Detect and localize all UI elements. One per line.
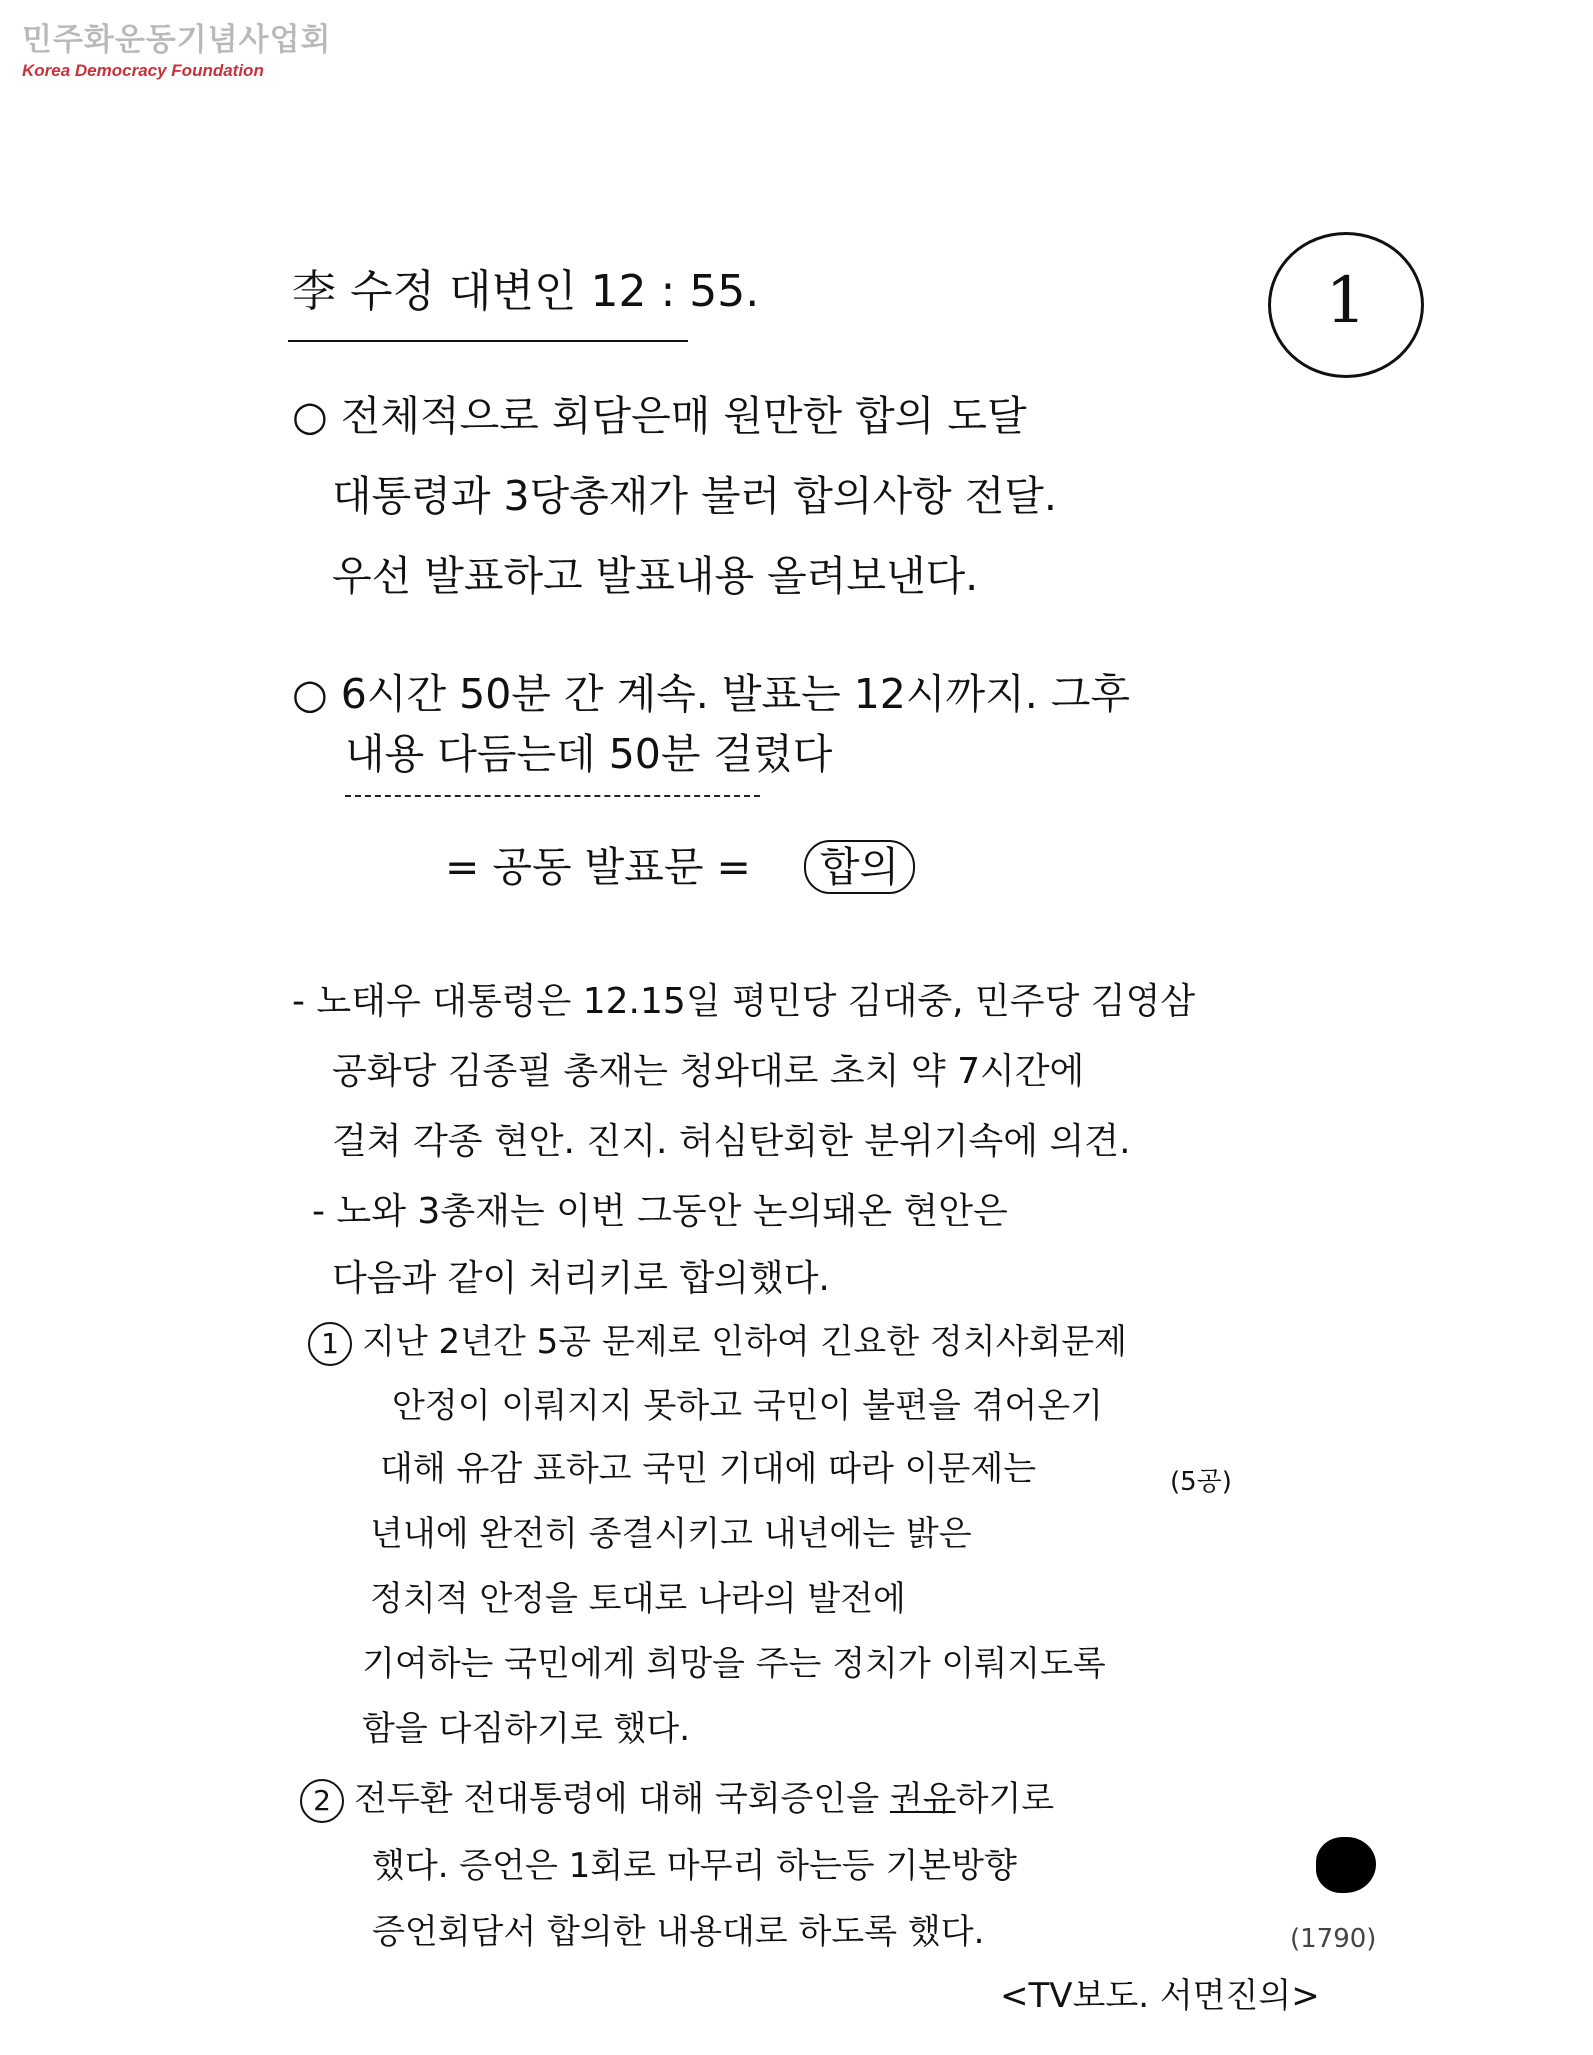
header-underline xyxy=(288,340,688,342)
item1-line3: 대해 유감 표하고 국민 기대에 따라 이문제는 xyxy=(380,1449,1037,1489)
item1-line7: 함을 다짐하기로 했다. xyxy=(362,1709,691,1749)
para1-line3: 우선 발표하고 발표내용 올려보낸다. xyxy=(332,552,979,600)
item2-margin-note: (1790) xyxy=(1290,1924,1377,1954)
para1-line2: 대통령과 3당총재가 불러 합의사항 전달. xyxy=(332,472,1057,520)
item1-line1-text: 지난 2년간 5공 문제로 인하여 긴요한 정치사회문제 xyxy=(362,1322,1127,1362)
item1-number: 1 xyxy=(308,1322,352,1366)
item2-line3: 증언회담서 합의한 내용대로 하도록 했다. xyxy=(372,1912,985,1952)
item2-line2: 했다. 증언은 1회로 마무리 하는등 기본방향 xyxy=(372,1846,1017,1886)
item1-line2: 안정이 이뤄지지 못하고 국민이 불편을 겪어온기 xyxy=(392,1386,1103,1426)
watermark-english: Korea Democracy Foundation xyxy=(22,61,264,80)
page-number-circle xyxy=(1268,232,1424,378)
para2-line1: ○ 6시간 50분 간 계속. 발표는 12시까지. 그후 xyxy=(292,670,1130,718)
item1-line6: 기여하는 국민에게 희망을 주는 정치가 이뤄지도록 xyxy=(362,1644,1106,1684)
item1-note: (5공) xyxy=(1170,1467,1232,1497)
spokesperson-header: 李 수정 대변인 12 : 55. xyxy=(292,266,760,317)
body-line1: - 노태우 대통령은 12.15일 평민당 김대중, 민주당 김영삼 xyxy=(292,981,1196,1022)
body-line3: 걸쳐 각종 현안. 진지. 허심탄회한 분위기속에 의견. xyxy=(332,1121,1131,1162)
para2-line2: 내용 다듬는데 50분 걸렸다 xyxy=(345,730,833,778)
body-line2: 공화당 김종필 총재는 청와대로 초치 약 7시간에 xyxy=(332,1051,1085,1092)
page-number: 1 xyxy=(1325,264,1367,338)
item2-number: 2 xyxy=(300,1779,344,1823)
item2-line1-b: 하기로 xyxy=(955,1779,1055,1819)
item2-source: <TV보도. 서면진의> xyxy=(1000,1976,1320,2016)
watermark-korean: 민주화운동기념사업회 xyxy=(22,22,332,58)
item1-line1 xyxy=(308,1318,1127,1366)
watermark xyxy=(22,22,331,82)
joint-statement-heading xyxy=(445,840,915,894)
item2-line1-a: 전두환 전대통령에 대해 국회증인을 xyxy=(354,1779,890,1819)
para1-line1: ○ 전체적으로 회담은매 원만한 합의 도달 xyxy=(292,392,1027,440)
body-line4: - 노와 3총재는 이번 그동안 논의돼온 현안은 xyxy=(312,1191,1008,1232)
para2-dashed-underline xyxy=(345,795,760,797)
item2-underlined-word: 권유 xyxy=(889,1779,956,1819)
joint-statement-prefix: = 공동 발표문 = xyxy=(445,843,751,891)
item1-line4: 년내에 완전히 종결시키고 내년에는 밝은 xyxy=(370,1514,972,1554)
joint-statement-circled: 합의 xyxy=(804,840,915,894)
item2-line1 xyxy=(300,1775,1054,1823)
ink-blot xyxy=(1316,1837,1376,1893)
body-line5: 다음과 같이 처리키로 합의했다. xyxy=(332,1258,830,1299)
item1-line5: 정치적 안정을 토대로 나라의 발전에 xyxy=(370,1579,906,1619)
